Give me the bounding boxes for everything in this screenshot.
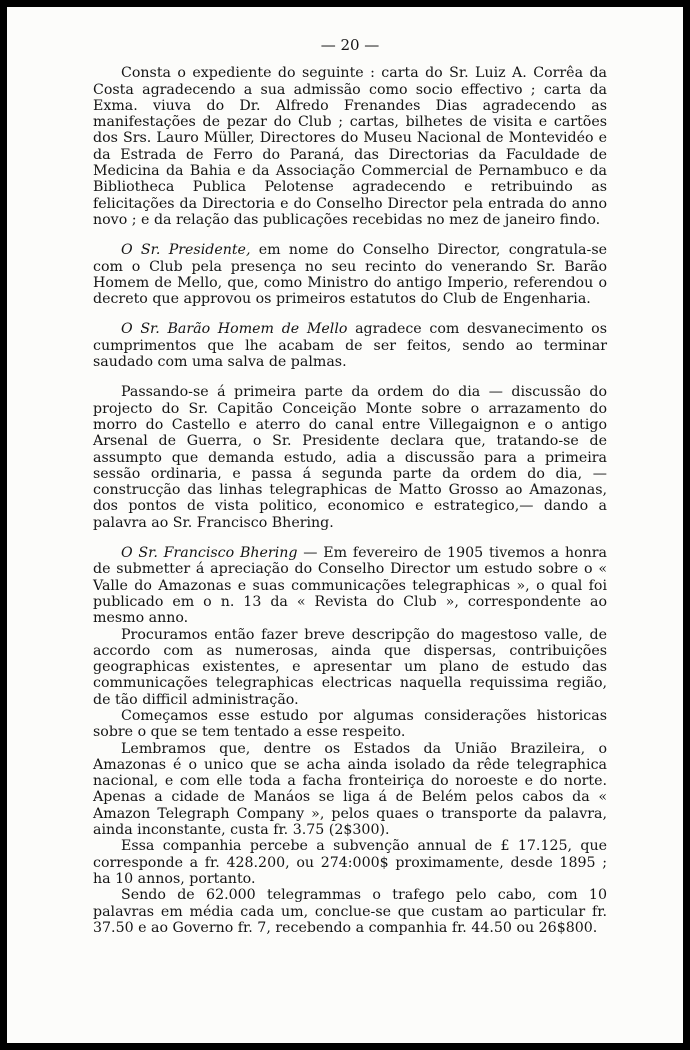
paragraph-text: em nome do Conselho Director, congratula-se com o Club pela presença no seu recinto do venerando Sr. Barão Homem de Mello, que, como Ministro do antigo Imperio, referendou o decreto que approvou os primeiros estatutos do Club de Engenharia.: [93, 242, 607, 308]
paragraph-expediente: [93, 65, 607, 228]
paragraph-text: Passando-se á primeira parte da ordem do dia — discussão do projecto do Sr. Capitão Conceição Monte sobre o arrazamento do morro do Castello e aterro do canal entre Villegaignon e o antigo Arsenal de Guerra, o Sr. Presidente declara que, tratando-se de assumpto que demanda estudo, adia a discussão para a primeira sessão ordinaria, e passa á segunda parte da ordem do dia, — construcção das linhas telegraphicas de Matto Grosso ao Amazonas, dos pontos de vista politico, economico e estrategico,— dando a palavra ao Sr. Francisco Bhering.: [93, 384, 607, 531]
paragraph-presidente: [93, 242, 607, 307]
paragraph-bhering: [93, 545, 607, 626]
page-number: — 20 —: [320, 36, 380, 54]
paragraph-ordem-do-dia: [93, 384, 607, 531]
document-page: [7, 7, 683, 1043]
paragraph-barao: [93, 321, 607, 370]
paragraph-text: — Em fevereiro de 1905 tivemos a honra de submetter á apreciação do Conselho Director um estudo sobre o « Valle do Amazonas e suas communicações telegraphicas », o qual foi publicado em o n. 13 da « Revista do Club », correspondente ao mesmo anno.: [93, 545, 607, 627]
paragraph-text: agradece com desvanecimento os cumprimentos que lhe acabam de ser feitos, sendo ao terminar saudado com uma salva de palmas.: [93, 321, 607, 371]
speaker-name: O Sr. Barão Homem de Mello: [121, 321, 348, 338]
speaker-name: O Sr. Francisco Bhering: [121, 545, 298, 562]
speaker-name: O Sr. Presidente,: [121, 242, 251, 259]
sub-paragraph: Começamos esse estudo por algumas considerações historicas sobre o que se tem tentado a esse respeito.: [93, 707, 607, 741]
sub-paragraph: Essa companhia percebe a subvenção annual de £ 17.125, que corresponde a fr. 428.200, ou 274:000$ proximamente, desde 1895 ; ha 10 annos, portanto.: [93, 838, 607, 887]
sub-paragraph: Lembramos que, dentre os Estados da União Brazileira, o Amazonas é o unico que se acha ainda isolado da rêde telegraphica nacional, e com elle toda a facha fronteiriça do noroeste e do norte. Apenas a cidade de Manáos se liga á de Belém pelos cabos da « Amazon Telegraph Company », pelos quaes o transporte da palavra, ainda inconstante, custa fr. 3.75 (2$300).: [93, 740, 607, 839]
sub-paragraph: Procuramos então fazer breve descripção do magestoso valle, de accordo com as numerosas, ainda que dispersas, contribuições geographicas existentes, e apresentar um plano de estudo das communicações telegraphicas electricas naquella requissima região, de tão difficil administração.: [93, 626, 607, 708]
page-content: [93, 37, 607, 936]
paragraph-text: Consta o expediente do seguinte : carta do Sr. Luiz A. Corrêa da Costa agradecendo a sua admissão como socio effectivo ; carta da Exma. viuva do Dr. Alfredo Frenandes Dias agradecendo as manifestações de pezar do Club ; cartas, bilhetes de visita e cartões dos Srs. Lauro Müller, Directores do Museu Nacional de Montevidéo e da Estrada de Ferro do Paraná, das Directorias da Faculdade de Medicina da Bahia e da Associação Commercial de Pernambuco e da Bibliotheca Publica Pelotense agradecendo e retribuindo as felicitações da Directoria e do Conselho Director pela entrada do anno novo ; e da relação das publicações recebidas no mez de janeiro findo.: [93, 65, 607, 228]
sub-paragraph: Sendo de 62.000 telegrammas o trafego pelo cabo, com 10 palavras em média cada um, conclue-se que custam ao particular fr. 37.50 e ao Governo fr. 7, recebendo a companhia fr. 44.50 ou 26$800.: [93, 887, 607, 936]
